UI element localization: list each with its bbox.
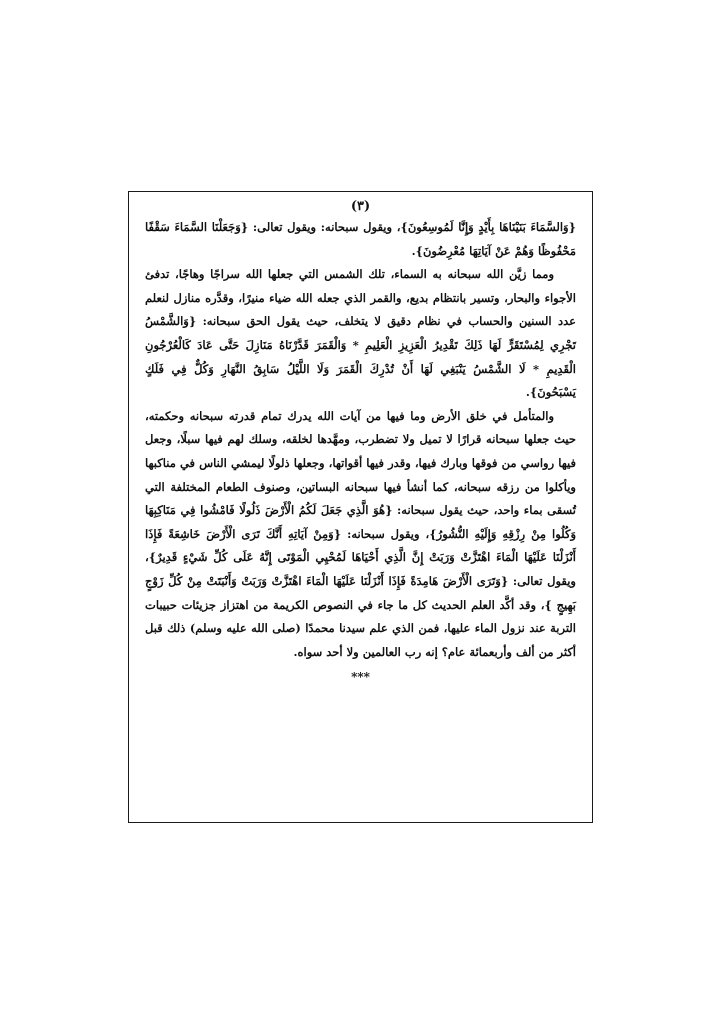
page-number: (٣) bbox=[350, 199, 371, 214]
paragraph-earth: والمتأمل في خلق الأرض وما فيها من آيات الله يدرك تمام قدرته سبحانه وحكمته، حيث جعلها سبحانه قرارًا لا تميل ولا تضطرب، ومهَّدها لخلقه، وسلك لهم فيها سبلًا، وجعل فيها رواسي من فوقها وبارك فيها، وقدر فيها أقواتها، وجعلها ذلولًا ليمشي الناس في مناكبها ويأكلوا من رزقه سبحانه، كما أنشأ فيها سبحانه البساتين، وصنوف الطعام المختلفة التي تُسقى بماء واحد، حيث يقول سبحانه: {هُوَ الَّذِي جَعَلَ لَكُمُ الْأَرْضَ ذَلُولًا فَامْشُوا فِي مَنَاكِبِهَا وَكُلُوا مِنْ رِزْقِهِ وَإِلَيْهِ النُّشُورُ}، ويقول سبحانه: {وَمِنْ آيَاتِهِ أَنَّكَ تَرَى الْأَرْضَ خَاشِعَةً فَإِذَا أَنْزَلْنَا عَلَيْهَا الْمَاءَ اهْتَزَّتْ وَرَبَتْ إِنَّ الَّذِي أَحْيَاهَا لَمُحْيِي الْمَوْتَى إِنَّهُ عَلَى كُلِّ شَيْءٍ قَدِيرٌ}، ويقول تعالى: {وَتَرَى الْأَرْضَ هَامِدَةً فَإِذَا أَنْزَلْنَا عَلَيْهَا الْمَاءَ اهْتَزَّتْ وَرَبَتْ وَأَنْبَتَتْ مِنْ كُلِّ زَوْجٍ بَهِيجٍ }، وقد أكَّد العلم الحديث كل ما جاء في النصوص الكريمة من اهتزاز جزيئات حبيبات التربة عند نزول الماء عليها، فمن الذي علم سيدنا محمدًا (صلى الله عليه وسلم) ذلك قبل أكثر من ألف وأربعمائة عام؟ إنه رب العالمين ولا أحد سواه. bbox=[145, 408, 576, 659]
page-frame bbox=[128, 191, 593, 823]
section-separator: *** bbox=[351, 670, 370, 685]
paragraph-sky-verses: {وَالسَّمَاءَ بَنَيْنَاهَا بِأَيْدٍ وَإِنَّا لَمُوسِعُونَ}، ويقول سبحانه: ويقول تعالى: {وَجَعَلْنَا السَّمَاءَ سَقْفًا مَحْفُوظًا وَهُمْ عَنْ آيَاتِهَا مُعْرِضُونَ}. bbox=[145, 220, 576, 258]
paragraph-sun-moon: ومما زيَّن الله سبحانه به السماء، تلك الشمس التي جعلها الله سراجًا وهاجًا، تدفئ الأجواء والبحار، وتسير بانتظام بديع، والقمر الذي جعله الله ضياء منيرًا، وقدَّره منازل لنعلم عدد السنين والحساب في نظام دقيق لا يتخلف، حيث يقول الحق سبحانه: {وَالشَّمْسُ تَجْرِي لِمُسْتَقَرٍّ لَهَا ذَلِكَ تَقْدِيرُ الْعَزِيزِ الْعَلِيمِ * وَالْقَمَرَ قَدَّرْنَاهُ مَنَازِلَ حَتَّى عَادَ كَالْعُرْجُونِ الْقَدِيمِ * لَا الشَّمْسُ يَنْبَغِي لَهَا أَنْ تُدْرِكَ الْقَمَرَ وَلَا اللَّيْلُ سَابِقُ النَّهَارِ وَكُلٌّ فِي فَلَكٍ يَسْبَحُونَ}. bbox=[145, 267, 576, 400]
